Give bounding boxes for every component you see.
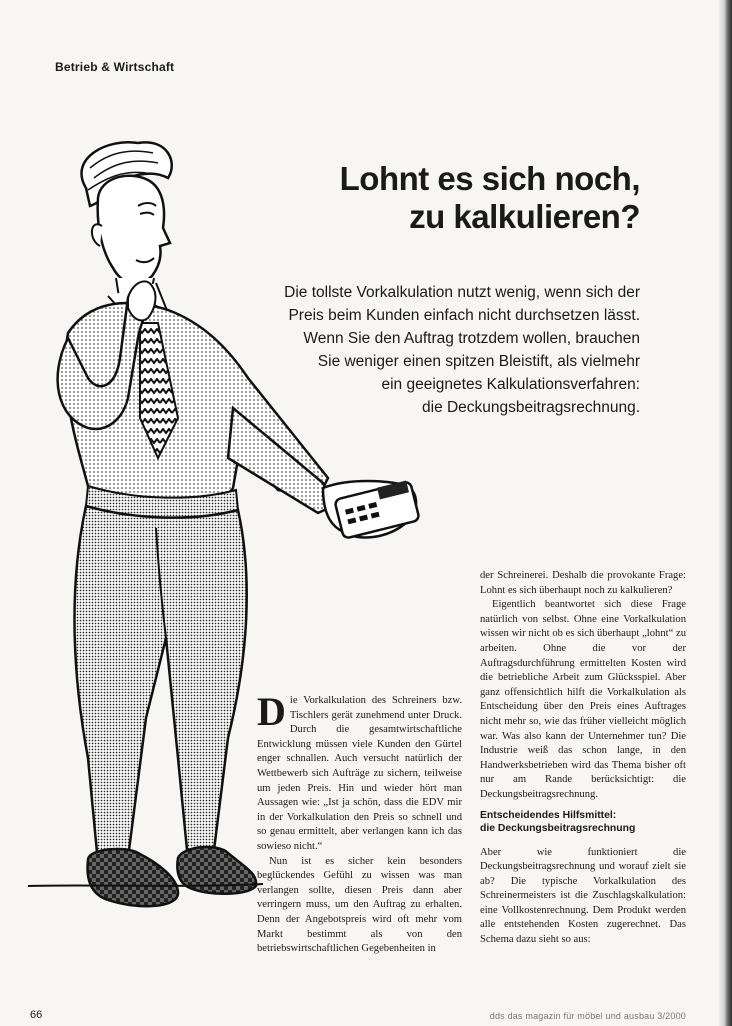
lede-line: Wenn Sie den Auftrag trotzdem wollen, brauchen bbox=[303, 330, 640, 347]
dropcap: D bbox=[257, 689, 286, 734]
footer-publication: dds das magazin für möbel und ausbau 3/2000 bbox=[489, 1011, 686, 1021]
lede-line: Sie weniger einen spitzen Bleistift, als vielmehr bbox=[317, 353, 640, 370]
paragraph: Nun ist es sicher kein besonders beglückendes Gefühl zu wissen was man verlangen sollte, diesen Preis dann aber verringern muss, um den Auftrag zu erhalten. Denn der Angebotspreis wird oft mehr vom Markt bestimmt als von den betriebswirtschaftlichen Gegebenheiten in bbox=[257, 855, 462, 955]
lede-line: Die tollste Vorkalkulation nutzt wenig, wenn sich der bbox=[284, 284, 640, 301]
subheading-line-2: die Deckungsbeitragsrechnung bbox=[480, 823, 636, 834]
headline-line-2: zu kalkulieren? bbox=[409, 198, 640, 235]
binding-shadow bbox=[718, 0, 732, 1026]
body-column-left bbox=[257, 689, 462, 957]
subheading bbox=[480, 809, 686, 836]
paragraph: Aber wie funktioniert die Deckungsbeitragsrechnung und worauf zielt sie ab? Die typische Vorkalkulation des Schreinermeisters ist die Zuschlagskalkulation: eine Vollkostenrechnung. Dem Produkt werden alle entstehenden Kosten zugerechnet. Das Schema dazu sieht so aus: bbox=[480, 846, 686, 946]
page-number: 66 bbox=[30, 1009, 43, 1021]
paragraph: der Schreinerei. Deshalb die provokante Frage: Lohnt es sich überhaupt noch zu kalkulieren? bbox=[480, 570, 686, 596]
headline-line-1: Lohnt es sich noch, bbox=[339, 160, 640, 197]
lede-line: ein geeignetes Kalkulationsverfahren: bbox=[381, 376, 640, 393]
lede-line: Preis beim Kunden einfach nicht durchsetzen lässt. bbox=[288, 307, 640, 324]
subheading-line-1: Entscheidendes Hilfsmittel: bbox=[480, 809, 617, 821]
headline bbox=[240, 160, 640, 236]
paragraph-text: ie Vorkalkulation des Schreiners bzw. Tischlers gerät zunehmend unter Druck. Durch die gesamtwirtschaftliche Entwicklung müssen viele Kunden den Gürtel enger schnallen. Auch versucht natürlich der Wettbewerb sich Aufträge zu sichern, teilweise um jeden Preis. Hin und wieder hört man Aussagen wie: „Ist ja schön, dass die EDV mir in der Vorkalkulation den Preis so schnell und so genau ermittelt, aber verlangen kann ich das sowieso nicht.“ bbox=[257, 695, 462, 852]
lede-line: die Deckungsbeitragsrechnung. bbox=[422, 399, 640, 416]
body-column-right bbox=[480, 569, 686, 948]
lede bbox=[200, 281, 640, 419]
paragraph bbox=[257, 689, 462, 855]
section-label: Betrieb & Wirtschaft bbox=[55, 60, 175, 74]
paragraph: Eigentlich beantwortet sich diese Frage natürlich von selbst. Ohne eine Vorkalkulation wissen wir nicht ob es sich überhaupt „lohnt“ zu arbeiten. Ohne die vor der Auftragsdurchführung ermittelten Kosten wird die betriebliche Arbeit zum Glücksspiel. Aber ganz offensichtlich hilft die Vorkalkulation als Entscheidung über den Preis eines Auftrages nicht mehr so, wie das früher vielleicht möglich war. Was also kann der Unternehmer tun? Die Industrie weiß das schon lange, in den Handwerksbetrieben wird das Thema bisher oft nur am Rande berücksichtigt: die Deckungsbeitragsrechnung. bbox=[480, 599, 686, 800]
